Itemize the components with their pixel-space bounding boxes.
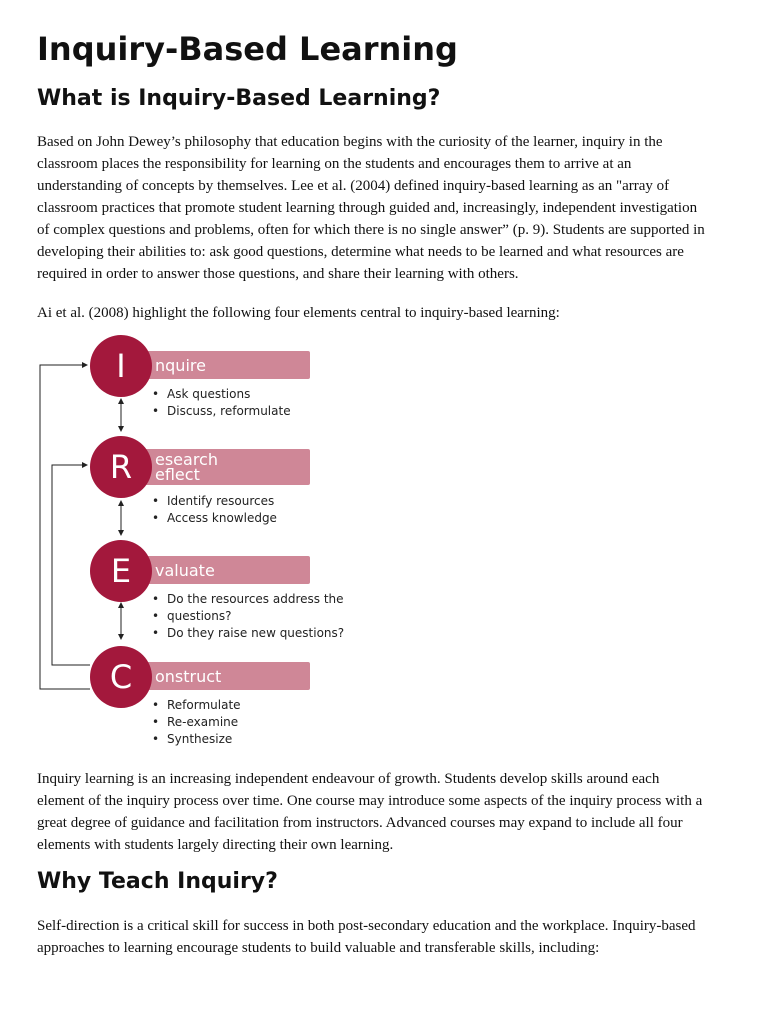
paragraph-line: element of the inquiry process over time. One course may introduce some aspects of the inquiry process with a	[37, 793, 703, 809]
paragraph-line: required in order to answer those questions, and share their learning with others.	[37, 266, 519, 282]
step-bullets	[152, 493, 277, 527]
step-label-band	[145, 449, 310, 485]
bullet-item: • Ask questions	[152, 386, 291, 403]
step-label-band	[145, 556, 310, 584]
step-label: esearch	[155, 450, 218, 469]
paragraph-line: Based on John Dewey’s philosophy that education begins with the curiosity of the learner, inquiry in the	[37, 134, 663, 150]
step-label: eflect	[155, 465, 200, 484]
paragraph-line: Ai et al. (2008) highlight the following four elements central to inquiry-based learning:	[37, 305, 560, 321]
paragraph-line: approaches to learning encourage students to build valuable and transferable skills, including:	[37, 940, 600, 956]
paragraph-line: understanding of concepts by themselves. Lee et al. (2004) defined inquiry-based learning as an "array of	[37, 178, 670, 194]
paragraph-line: elements with students largely directing their own learning.	[37, 837, 394, 853]
paragraph-line: developing their abilities to: ask good questions, determine what needs to be learned and what resources are	[37, 244, 684, 260]
loop-arrow-inner	[52, 465, 90, 665]
elements-intro	[37, 302, 731, 324]
page-title: Inquiry-Based Learning	[37, 30, 458, 68]
paragraph-line: of complex questions and problems, often for which there is no single answer” (p. 9). Students are supported in	[37, 222, 705, 238]
paragraph-line: great degree of guidance and facilitation from instructors. Advanced courses may expand to include all four	[37, 815, 683, 831]
loop-arrow-outer	[40, 365, 90, 689]
step-label-band	[145, 662, 310, 690]
why-paragraph	[37, 915, 731, 959]
step-bullets	[152, 386, 291, 420]
intro-paragraph	[37, 131, 731, 285]
step-bullets	[152, 591, 344, 642]
paragraph-line: Inquiry learning is an increasing independent endeavour of growth. Students develop skills around each	[37, 771, 660, 787]
bullet-item: • Access knowledge	[152, 510, 277, 527]
bullet-item: • Re-examine	[152, 714, 241, 731]
step-letter-circle: C	[90, 646, 152, 708]
step-label: valuate	[155, 560, 215, 580]
bullet-item: • Discuss, reformulate	[152, 403, 291, 420]
step-letter-circle: E	[90, 540, 152, 602]
step-label: nquire	[155, 355, 206, 375]
bullet-item: • Do they raise new questions?	[152, 625, 344, 642]
step-label: onstruct	[155, 666, 222, 686]
bullet-item: • questions?	[152, 608, 344, 625]
bullet-item: • Reformulate	[152, 697, 241, 714]
bullet-item: • Identify resources	[152, 493, 277, 510]
irec-diagram	[37, 335, 367, 755]
section-heading-why-teach: Why Teach Inquiry?	[37, 869, 278, 894]
growth-paragraph	[37, 768, 731, 856]
section-heading-what-is: What is Inquiry-Based Learning?	[37, 86, 441, 111]
paragraph-line: classroom places the responsibility for learning on the students and encourages them to arrive at an	[37, 156, 632, 172]
paragraph-line: Self-direction is a critical skill for success in both post-secondary education and the workplace. Inquiry-based	[37, 918, 696, 934]
step-label-band	[145, 351, 310, 379]
bullet-item: • Do the resources address the	[152, 591, 344, 608]
paragraph-line: classroom practices that promote student learning through guided and, increasingly, independent investigation	[37, 200, 698, 216]
step-bullets	[152, 697, 241, 748]
step-letter-circle: R	[90, 436, 152, 498]
bullet-item: • Synthesize	[152, 731, 241, 748]
step-letter-circle: I	[90, 335, 152, 397]
